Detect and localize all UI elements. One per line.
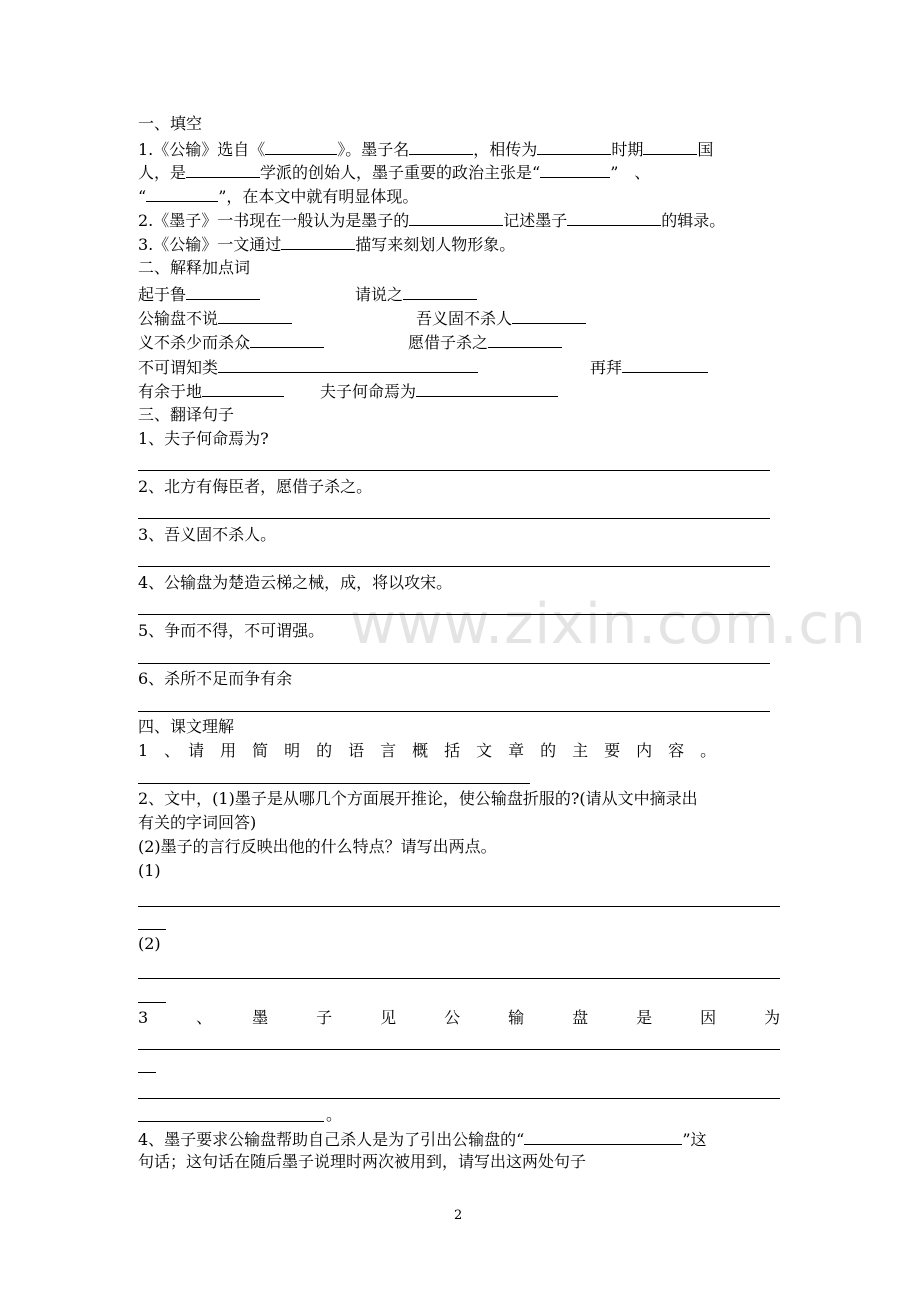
q2-blank-1[interactable]	[409, 208, 503, 226]
word-5-blank[interactable]	[250, 330, 324, 348]
q1-text-f: 人，是	[138, 163, 187, 182]
q4-text-a: 4、墨子要求公输盘帮助自己杀人是为了引出公输盘的“	[138, 1130, 525, 1149]
q2-text-a: 2.《墨子》一书现在一般认为是墨子的	[138, 211, 410, 230]
question-1-line-3	[138, 184, 418, 208]
comprehension-q4-line-1	[138, 1127, 707, 1151]
q2-part-1-answer-line-b[interactable]	[138, 929, 166, 930]
comprehension-q2-line-1: 2、文中，(1)墨子是从哪几个方面展开推论，使公输盘折服的?(请从文中摘录出	[138, 789, 698, 808]
comprehension-q2-line-2: 有关的字词回答)	[138, 813, 257, 832]
q1-blank-school[interactable]	[186, 160, 260, 178]
q1-text-g: 学派的创始人，墨子重要的政治主张是“	[260, 163, 541, 182]
translate-answer-line-4[interactable]	[138, 614, 770, 615]
q3-answer-line-a[interactable]	[138, 1049, 780, 1050]
q3-answer-line-d[interactable]	[138, 1121, 324, 1122]
word-6-blank[interactable]	[488, 330, 562, 348]
translate-answer-line-5[interactable]	[138, 663, 770, 664]
q3-text-a: 3.《公输》一文通过	[138, 235, 282, 254]
q3-answer-line-c[interactable]	[138, 1098, 780, 1099]
translate-item-5: 5、争而不得，不可谓强。	[138, 621, 325, 640]
explain-row-1	[138, 282, 477, 306]
comprehension-q2-part-1-label: (1)	[138, 861, 161, 880]
translate-item-3: 3、吾义固不杀人。	[138, 525, 277, 544]
word-1-blank[interactable]	[186, 282, 260, 300]
word-4-blank[interactable]	[512, 306, 586, 324]
q1-text-e: 国	[697, 140, 714, 159]
word-4: 吾义固不杀人	[416, 309, 513, 328]
section-heading-comprehension: 四、课文理解	[138, 717, 235, 736]
word-3: 公输盘不说	[138, 309, 219, 328]
q2-part-1-answer-line-a[interactable]	[138, 906, 780, 907]
comprehension-q4-line-2: 句话；这句话在随后墨子说理时两次被用到，请写出这两处句子	[138, 1152, 587, 1171]
q2-text-c: 的辑录。	[661, 211, 726, 230]
explain-row-3	[138, 330, 562, 354]
q1-blank-name[interactable]	[409, 137, 473, 155]
explain-row-4	[138, 355, 708, 379]
word-2-blank[interactable]	[403, 282, 477, 300]
word-10: 夫子何命焉为	[320, 382, 417, 401]
q1-text-b: 》。墨子名	[337, 140, 410, 159]
translate-answer-line-3[interactable]	[138, 566, 770, 567]
q1-text-a: 1.《公输》选自《	[138, 140, 266, 159]
q3-text-b: 描写来刻划人物形象。	[355, 235, 516, 254]
question-2	[138, 208, 725, 232]
word-9: 有余于地	[138, 382, 203, 401]
comprehension-q1: 1 、 请 用 简 明 的 语 言 概 括 文 章 的 主 要 内 容 。	[138, 741, 717, 760]
word-5: 义不杀少而杀众	[138, 333, 251, 352]
q2-blank-2[interactable]	[567, 208, 661, 226]
translate-item-1: 1、夫子何命焉为?	[138, 429, 269, 448]
q2-text-b: 记述墨子	[503, 211, 568, 230]
explain-row-2	[138, 306, 586, 330]
q1-text-c: ，相传为	[473, 140, 538, 159]
comprehension-q1-answer-line[interactable]	[138, 783, 530, 784]
word-10-blank[interactable]	[416, 379, 558, 397]
translate-item-4: 4、公输盘为楚造云梯之械，成，将以攻宋。	[138, 573, 453, 592]
q2-part-2-answer-line-b[interactable]	[138, 1002, 166, 1003]
q1-text-i: “	[138, 187, 147, 206]
comprehension-q3: 3 、 墨 子 见 公 输 盘 是 因 为	[138, 1008, 781, 1027]
question-1-line-2	[138, 160, 650, 184]
word-2: 请说之	[355, 285, 404, 304]
q1-blank-period[interactable]	[537, 137, 611, 155]
q3-answer-line-b[interactable]	[138, 1072, 156, 1073]
word-7: 不可谓知类	[138, 358, 219, 377]
q1-blank-source[interactable]	[265, 137, 337, 155]
word-1: 起于鲁	[138, 285, 187, 304]
section-heading-fill-in: 一、填空	[138, 114, 203, 133]
q1-text-h: ” 、	[610, 163, 651, 182]
comprehension-q2-part-2-label: (2)	[138, 934, 161, 953]
word-3-blank[interactable]	[218, 306, 292, 324]
q3-blank[interactable]	[281, 232, 355, 250]
word-8: 再拜	[590, 358, 623, 377]
q2-part-2-answer-line-a[interactable]	[138, 978, 780, 979]
q1-text-d: 时期	[611, 140, 644, 159]
watermark: www.zixin.com.cn	[350, 592, 867, 657]
word-6: 愿借子杀之	[408, 333, 489, 352]
q1-blank-state[interactable]	[643, 137, 697, 155]
word-9-blank[interactable]	[202, 379, 284, 397]
q1-text-j: ”，在本文中就有明显体现。	[218, 187, 419, 206]
q4-blank[interactable]	[524, 1127, 682, 1145]
explain-row-5	[138, 379, 558, 403]
q1-blank-proposition-1[interactable]	[540, 160, 610, 178]
page-number: 2	[454, 1208, 463, 1223]
translate-answer-line-1[interactable]	[138, 470, 770, 471]
word-8-blank[interactable]	[622, 355, 708, 373]
word-7-blank[interactable]	[218, 355, 478, 373]
translate-item-2: 2、北方有侮臣者，愿借子杀之。	[138, 477, 373, 496]
section-heading-translate: 三、翻译句子	[138, 405, 235, 424]
section-heading-explain: 二、解释加点词	[138, 258, 251, 277]
question-3	[138, 232, 515, 256]
translate-answer-line-2[interactable]	[138, 518, 770, 519]
q4-text-b: ”这	[682, 1130, 707, 1149]
q3-end-mark: 。	[326, 1105, 343, 1124]
translate-answer-line-6[interactable]	[138, 711, 770, 712]
question-1-line-1	[138, 137, 713, 161]
comprehension-q2-line-3: (2)墨子的言行反映出他的什么特点？请写出两点。	[138, 837, 497, 856]
q1-blank-proposition-2[interactable]	[146, 184, 218, 202]
translate-item-6: 6、杀所不足而争有余	[138, 669, 293, 688]
